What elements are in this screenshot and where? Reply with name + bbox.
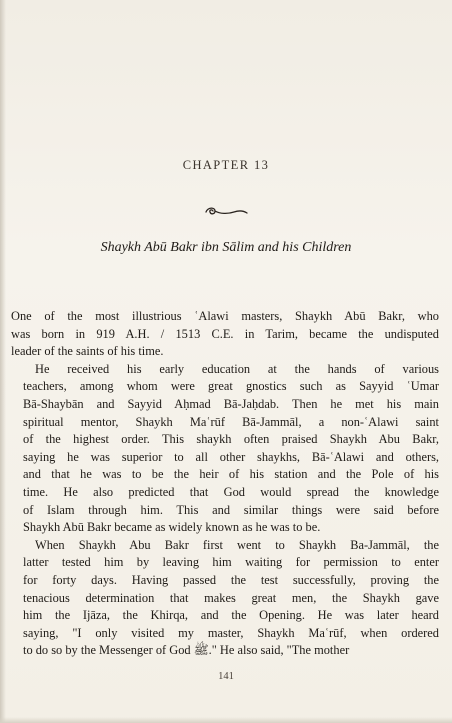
text-line: When Shaykh Abu Bakr first went to Shaykh Ba-Jammāl, the xyxy=(35,537,439,552)
text-line: saying he was superior to all other shaykhs, Bā-ʿAlawi and others, xyxy=(23,449,439,464)
page-edge-shadow xyxy=(0,0,6,723)
page-number: 141 xyxy=(218,671,234,682)
text-line: He received his early education at the hands of various xyxy=(35,361,439,376)
text-line: of the highest order. This shaykh often praised Shaykh Abu Bakr, xyxy=(23,432,439,447)
text-line: One of the most illustrious ʿAlawi masters, Shaykh Abū Bakr, who xyxy=(11,309,439,323)
paragraph xyxy=(11,361,439,537)
page-bottom-shadow xyxy=(0,717,452,723)
text-line: tenacious determination that makes great men, the Shaykh gave xyxy=(23,590,439,605)
text-line: leader of the saints of his time. xyxy=(11,344,164,359)
paragraph xyxy=(11,308,439,361)
body-text xyxy=(11,308,439,660)
text-line: and that he was to be the heir of his station and the Pole of his xyxy=(23,467,439,482)
text-line: of Islam through him. This and similar things were said before xyxy=(23,502,439,517)
text-line: saying, "I only visited my master, Shaykh Maʿrūf, when ordered xyxy=(23,625,439,640)
chapter-heading: CHAPTER 13 xyxy=(182,158,270,172)
text-line: for forty days. Having passed the test successfully, proving the xyxy=(23,572,439,587)
chapter-subtitle: Shaykh Abū Bakr ibn Sālim and his Children xyxy=(100,240,352,255)
text-line: to do so by the Messenger of God ﷺ." He also said, "The mother xyxy=(23,643,350,658)
text-line: him the Ijāza, the Khirqa, and the Opening. He was later heard xyxy=(23,608,439,623)
text-line: latter tested him by leaving him waiting for permission to enter xyxy=(23,555,439,570)
text-line: time. He also predicted that God would spread the knowledge xyxy=(23,484,439,499)
flourish-ornament-icon xyxy=(200,203,252,219)
text-line: spiritual mentor, Shaykh Maʿrūf Bā-Jammāl, a non-ʿAlawi saint xyxy=(23,414,439,429)
paragraph xyxy=(11,537,439,660)
text-line: teachers, among whom were great gnostics such as Sayyid ʿUmar xyxy=(23,379,439,394)
text-line: was born in 919 A.H. / 1513 C.E. in Tarim, became the undisputed xyxy=(11,326,439,341)
text-line: Shaykh Abū Bakr became as widely known as he was to be. xyxy=(23,520,321,535)
text-line: Bā-Shaybān and Sayyid Aḥmad Bā-Jaḥdab. Then he met his main xyxy=(23,396,439,411)
